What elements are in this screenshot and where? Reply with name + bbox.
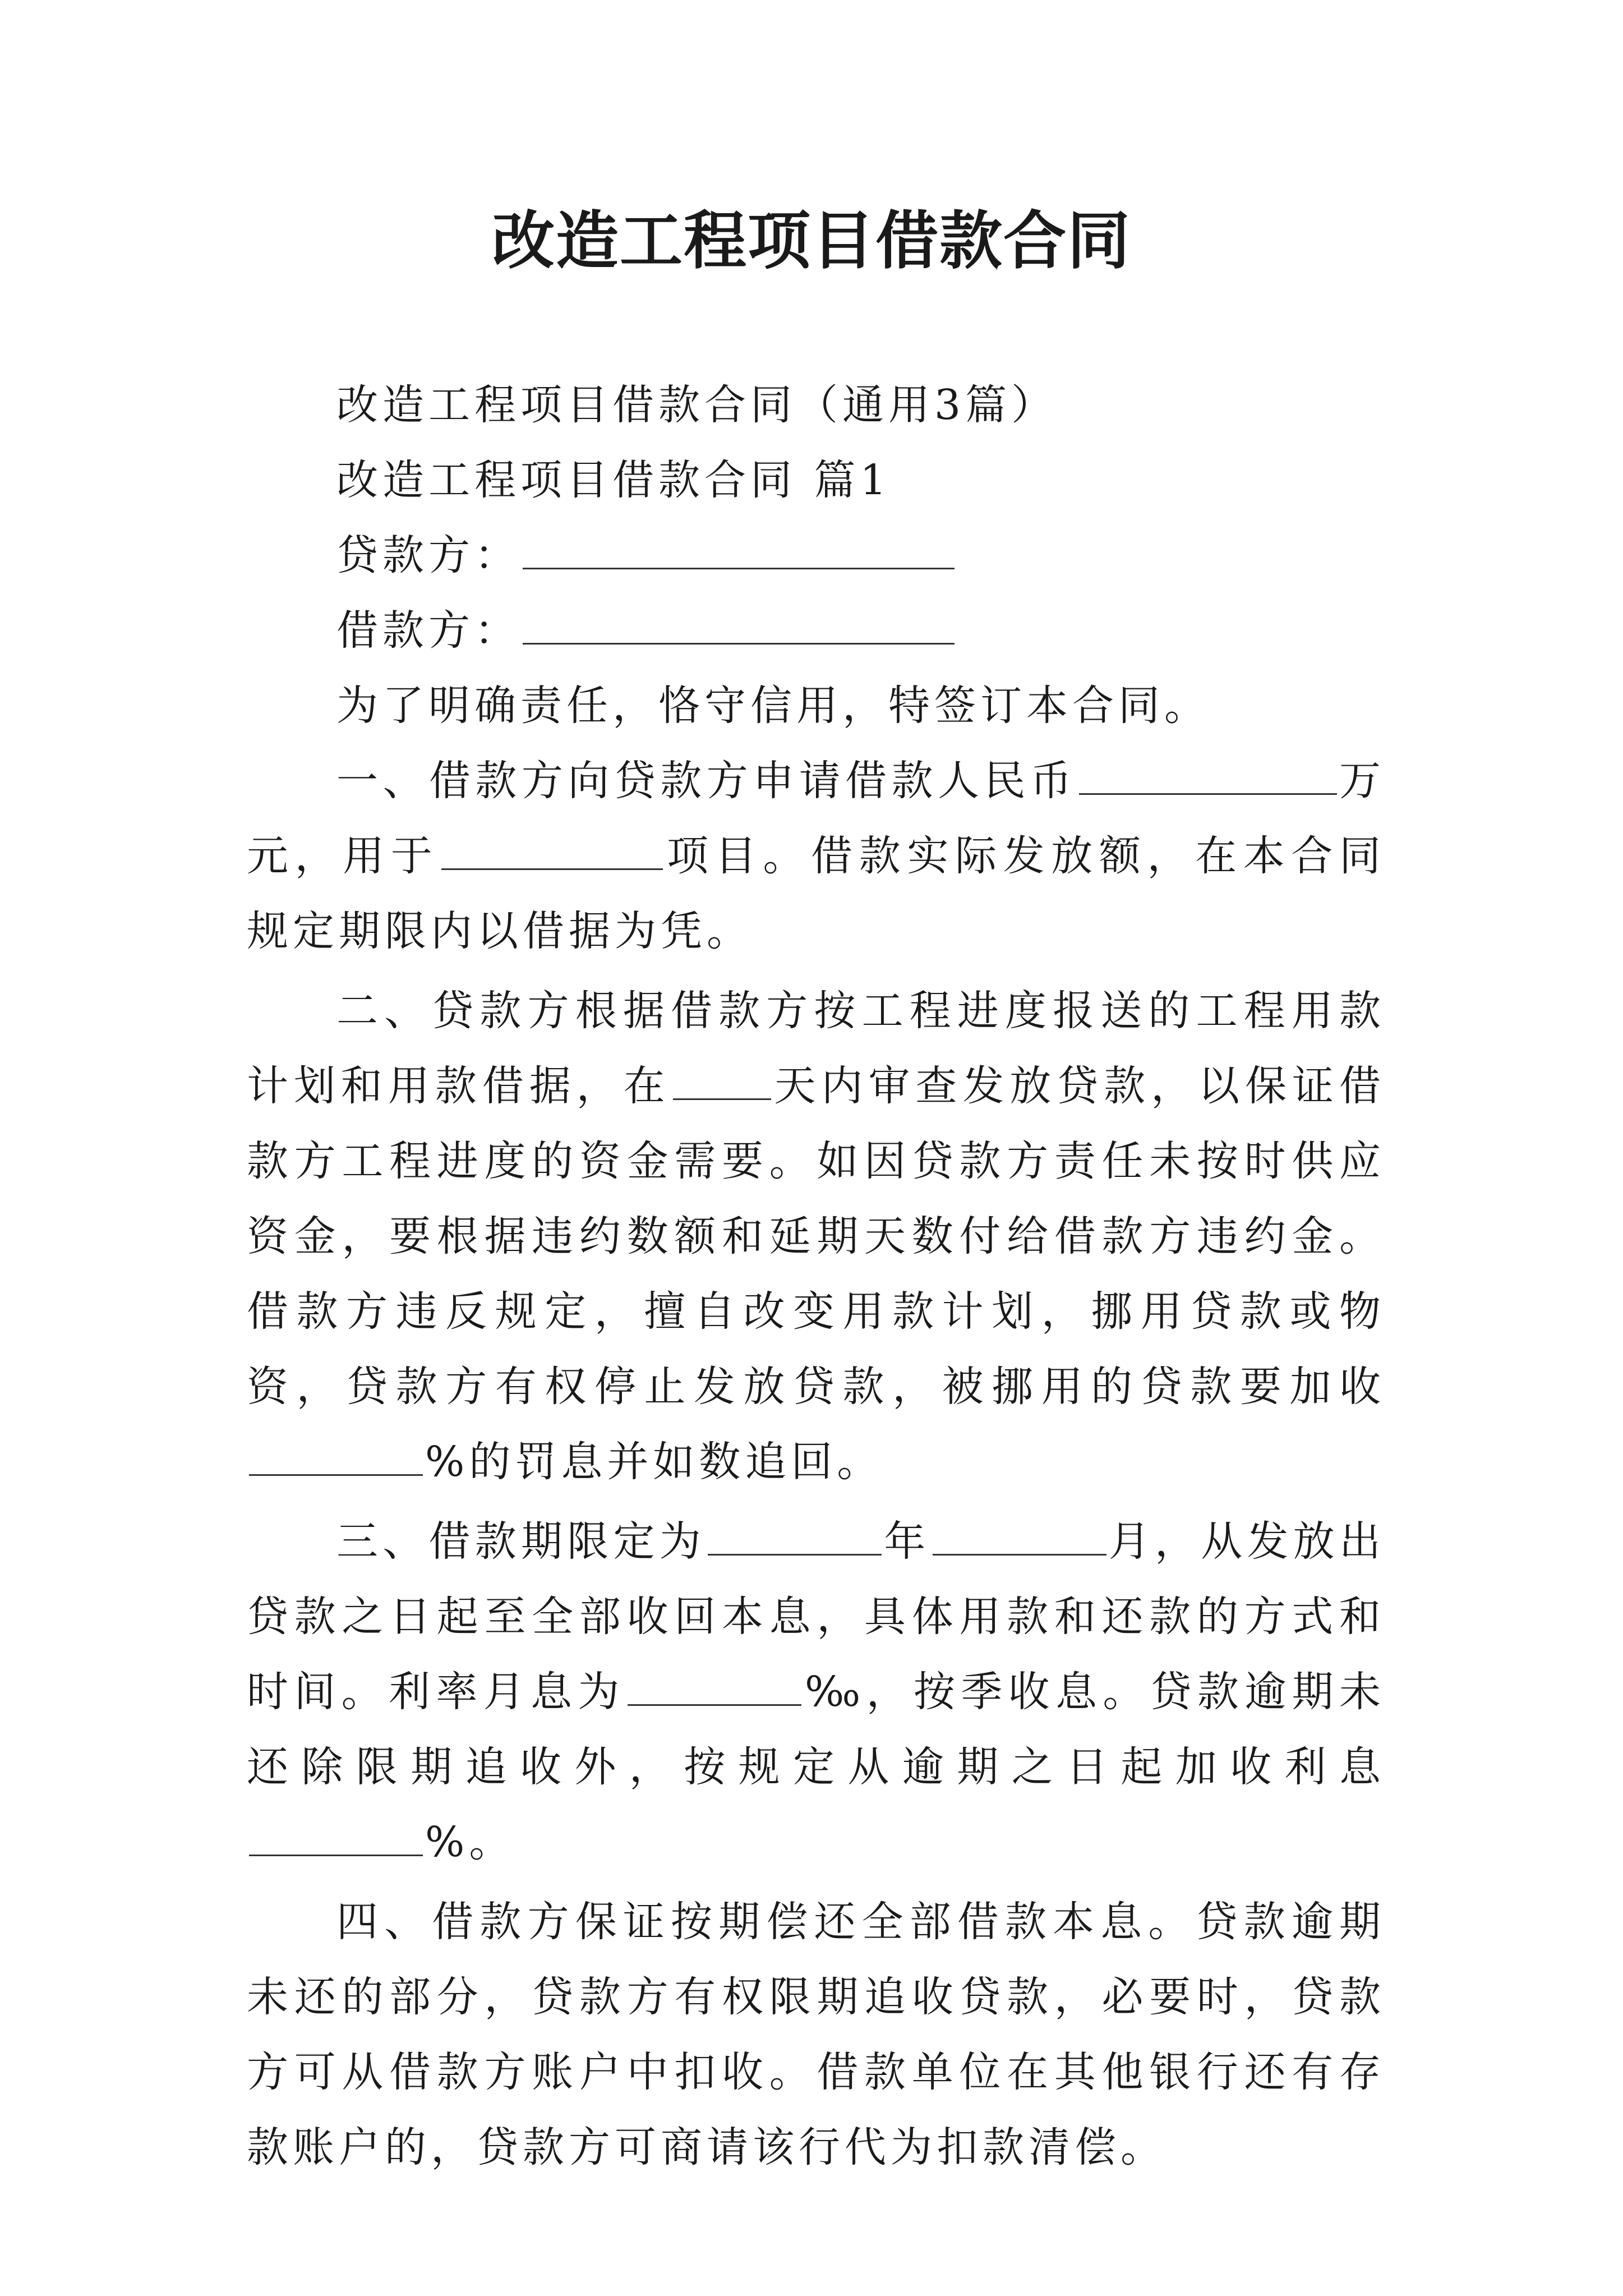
clause-1-text-b: 万元，用于	[247, 757, 1386, 880]
borrower-line	[247, 593, 1385, 668]
lender-blank	[523, 528, 955, 569]
clause-2-text-b: 天内审查发放贷款，以保证借款方工程进度的资金需要。如因贷款方责任未按时供应资金，要根据违约数额和延期天数付给借款方违约金。借款方违反规定，擅自改变用款计划，挪用贷款或物资，贷款方有权停止发放贷款，被挪用的贷款要加收	[247, 1062, 1386, 1411]
months-blank	[933, 1515, 1106, 1556]
document-subtitle: 改造工程项目借款合同（通用3篇）	[336, 381, 1058, 429]
penalty-rate-blank	[249, 1435, 423, 1476]
clause-2-text-a: 二、贷款方根据借款方按工程进度报送的工程用款计划和用款借据，在	[247, 987, 1385, 1110]
clause-3-text-e: %。	[425, 1818, 515, 1866]
clause-4: 四、借款方保证按期偿还全部借款本息。贷款逾期未还的部分，贷款方有权限期追收贷款，必要时，贷款方可从借款方账户中扣收。借款单位在其他银行还有存款账户的，贷款方可商请该行代为扣款清偿。	[247, 1898, 1385, 2171]
clause-1	[247, 743, 1385, 969]
document-body	[247, 367, 1385, 2185]
amount-blank	[1079, 754, 1337, 795]
clause-1-text-c: 项目。借款实际发放额，在本合同规定期限内以借据为凭。	[247, 832, 1386, 955]
lender-line	[247, 518, 1385, 593]
clause-3	[247, 1504, 1385, 1880]
document-title: 改造工程项目借款合同	[492, 204, 1131, 278]
clause-1-text-a: 一、借款方向贷款方申请借款人民币	[336, 757, 1077, 805]
monthly-rate-blank	[628, 1665, 801, 1706]
borrower-label: 借款方：	[336, 606, 520, 655]
clause-3-text-a: 三、借款期限定为	[336, 1517, 706, 1566]
clause-2	[247, 973, 1385, 1499]
project-blank	[441, 829, 663, 870]
overdue-rate-blank	[249, 1815, 423, 1856]
lender-label: 贷款方：	[336, 531, 520, 579]
clause-3-text-b: 年	[884, 1517, 930, 1566]
borrower-blank	[523, 604, 955, 645]
clause-2-text-c: %的罚息并如数追回。	[425, 1438, 883, 1486]
years-blank	[708, 1515, 882, 1556]
days-blank	[673, 1059, 771, 1100]
clause-3-text-d: ‰，按季收息。贷款逾期未还除限期追收外，按规定从逾期之日起加收利息	[247, 1668, 1386, 1791]
section-heading: 改造工程项目借款合同 篇1	[336, 456, 891, 504]
clause-3-text-c: 月，从发放出贷款之日起至全部收回本息，具体用款和还款的方式和时间。利率月息为	[247, 1517, 1385, 1716]
preamble: 为了明确责任，恪守信用，特签订本合同。	[336, 682, 1210, 730]
